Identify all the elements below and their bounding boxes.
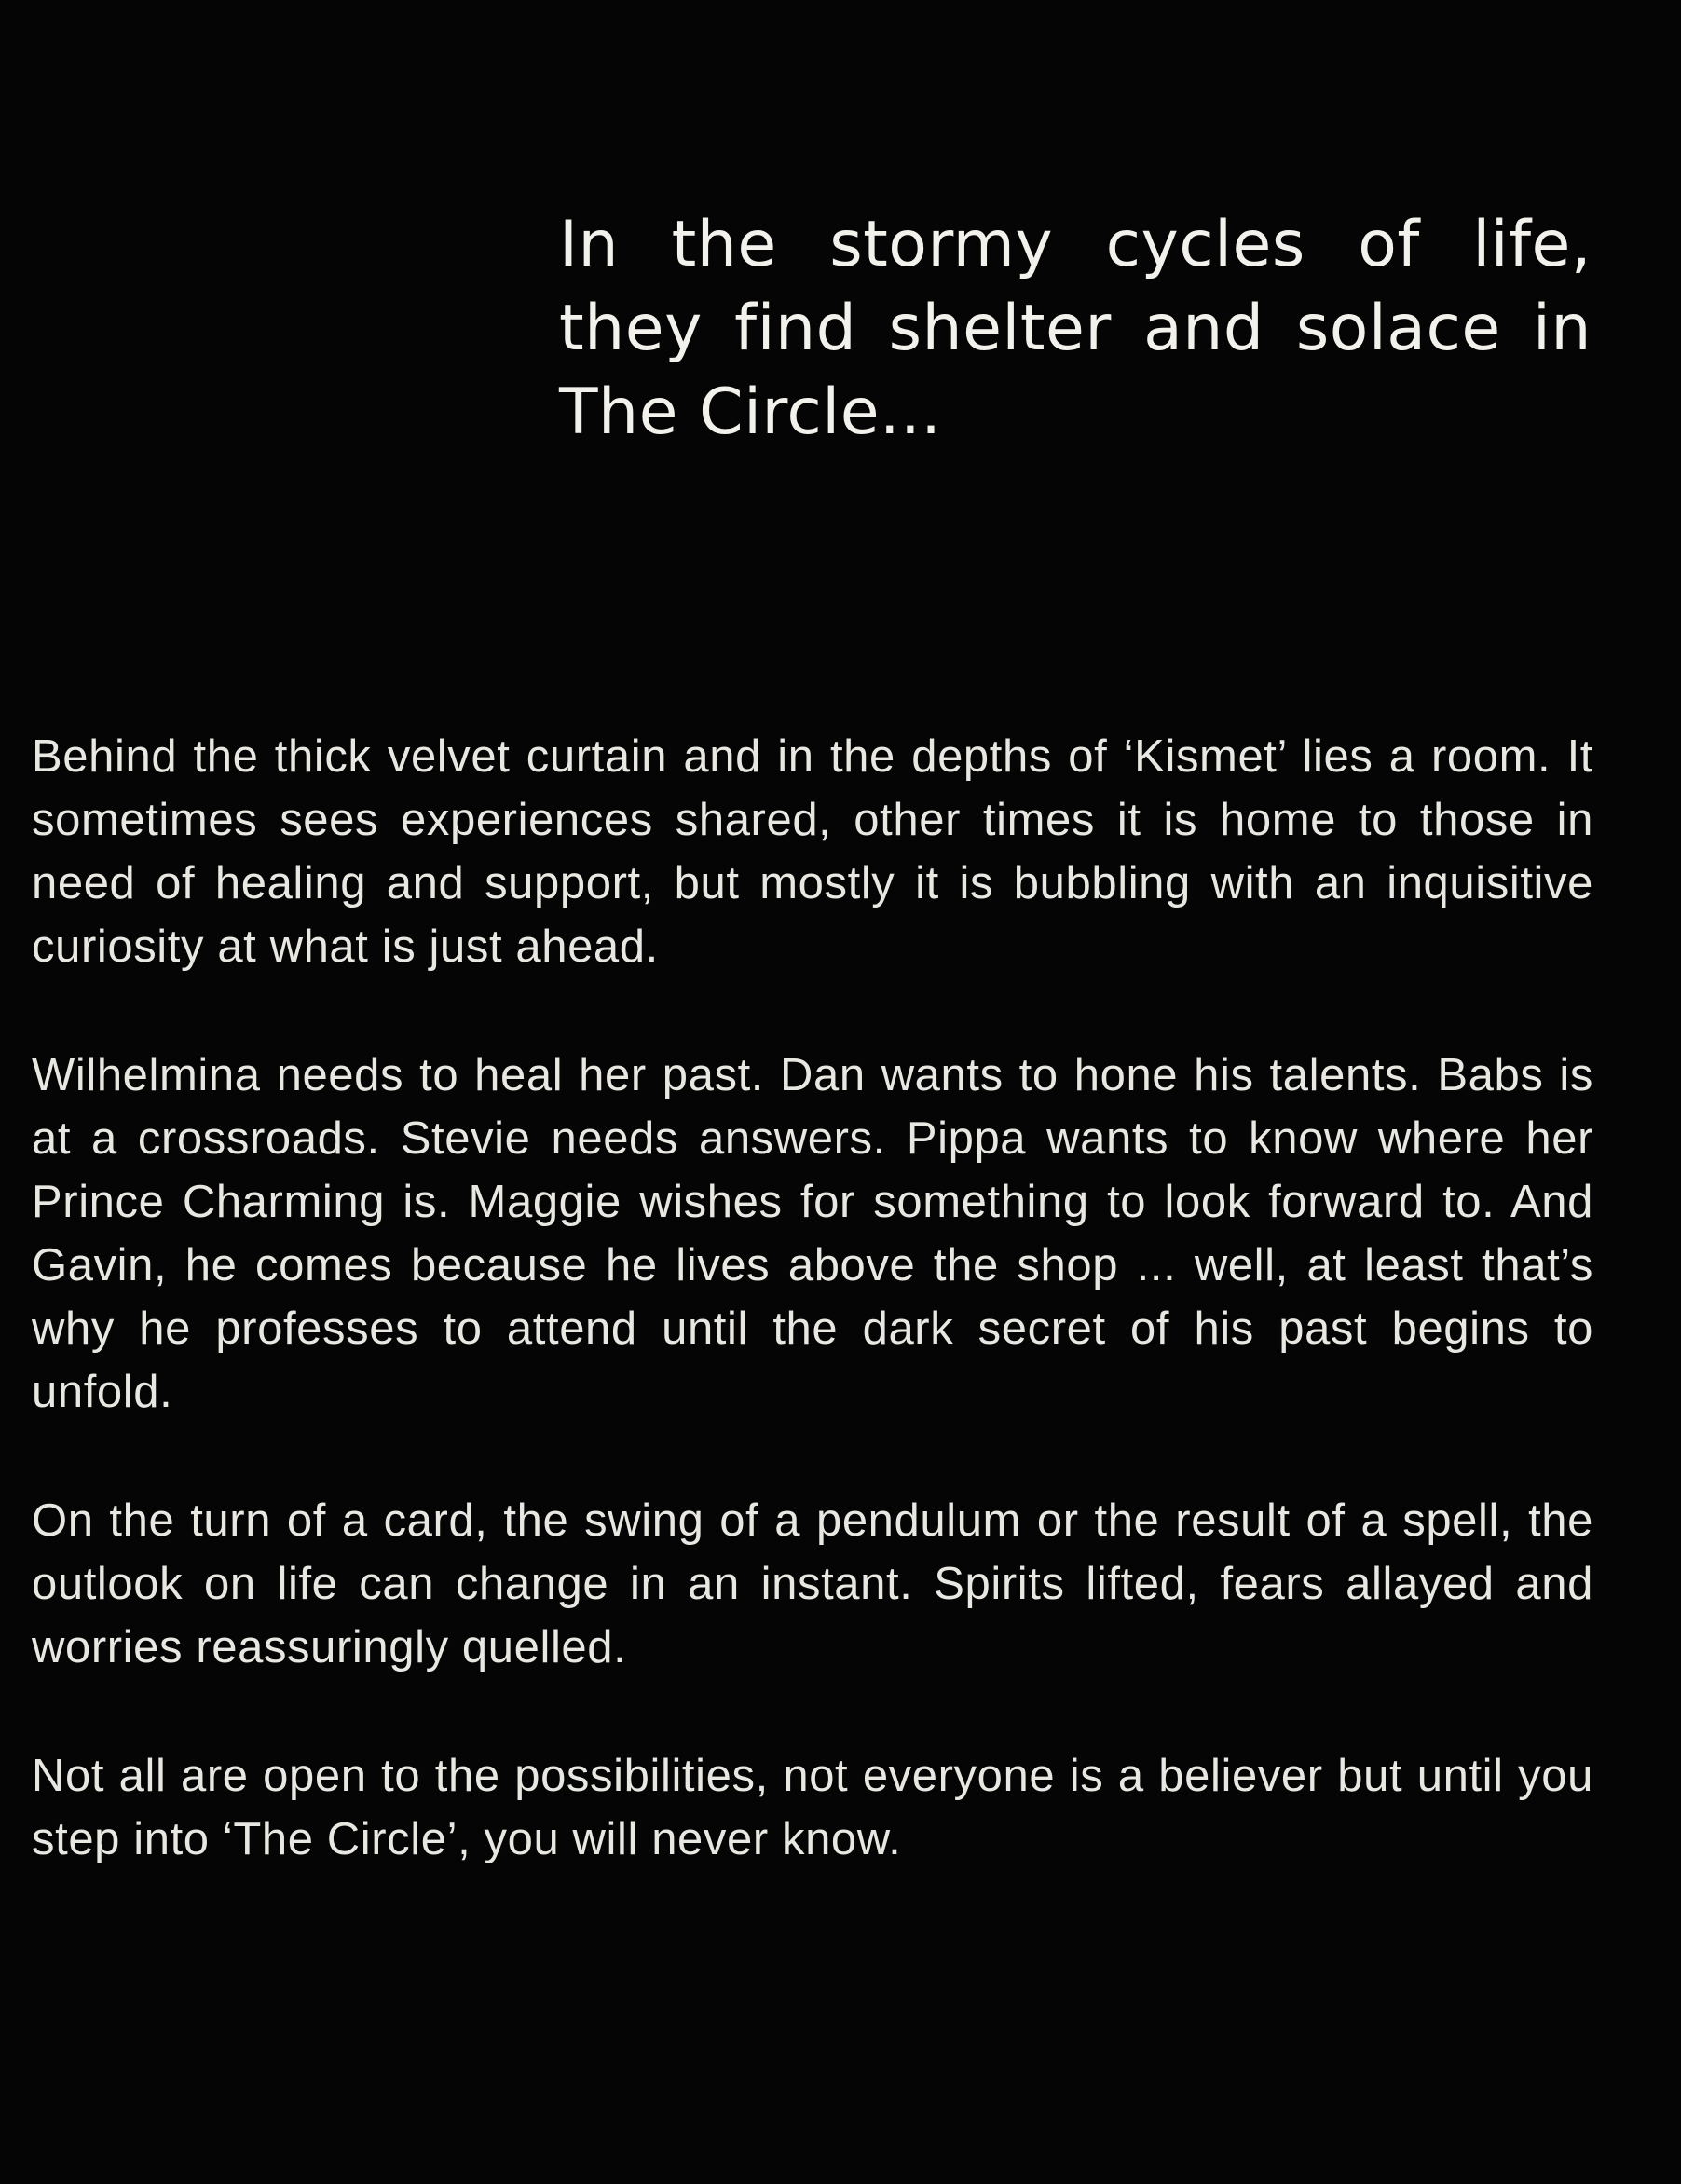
blurb-paragraph-1: Behind the thick velvet curtain and in the depths of ‘Kismet’ lies a room. It sometimes sees experiences shared, other times it is home to those in need of healing and support, but mostly it is bubbling with an inquisitive curiosity at what is just ahead. [32, 731, 1593, 972]
blurb-text [32, 725, 1593, 1871]
blurb-paragraph-4: Not all are open to the possibilities, not everyone is a believer but until you step into ‘The Circle’, you will never know. [32, 1751, 1593, 1864]
blurb-paragraph-2: Wilhelmina needs to heal her past. Dan wants to hone his talents. Babs is at a crossroads. Stevie needs answers. Pippa wants to know where her Prince Charming is. Maggie wishes for something to look forward to. And Gavin, he comes because he lives above the shop ... well, at least that’s why he professes to attend until the dark secret of his past begins to unfold. [32, 1050, 1593, 1417]
blurb-paragraph-3: On the turn of a card, the swing of a pendulum or the result of a spell, the outlook on life can change in an instant. Spirits lifted, fears allayed and worries reassuringly quelled. [32, 1495, 1593, 1672]
tagline: In the stormy cycles of life, they find shelter and solace in The Circle... [559, 208, 1592, 449]
